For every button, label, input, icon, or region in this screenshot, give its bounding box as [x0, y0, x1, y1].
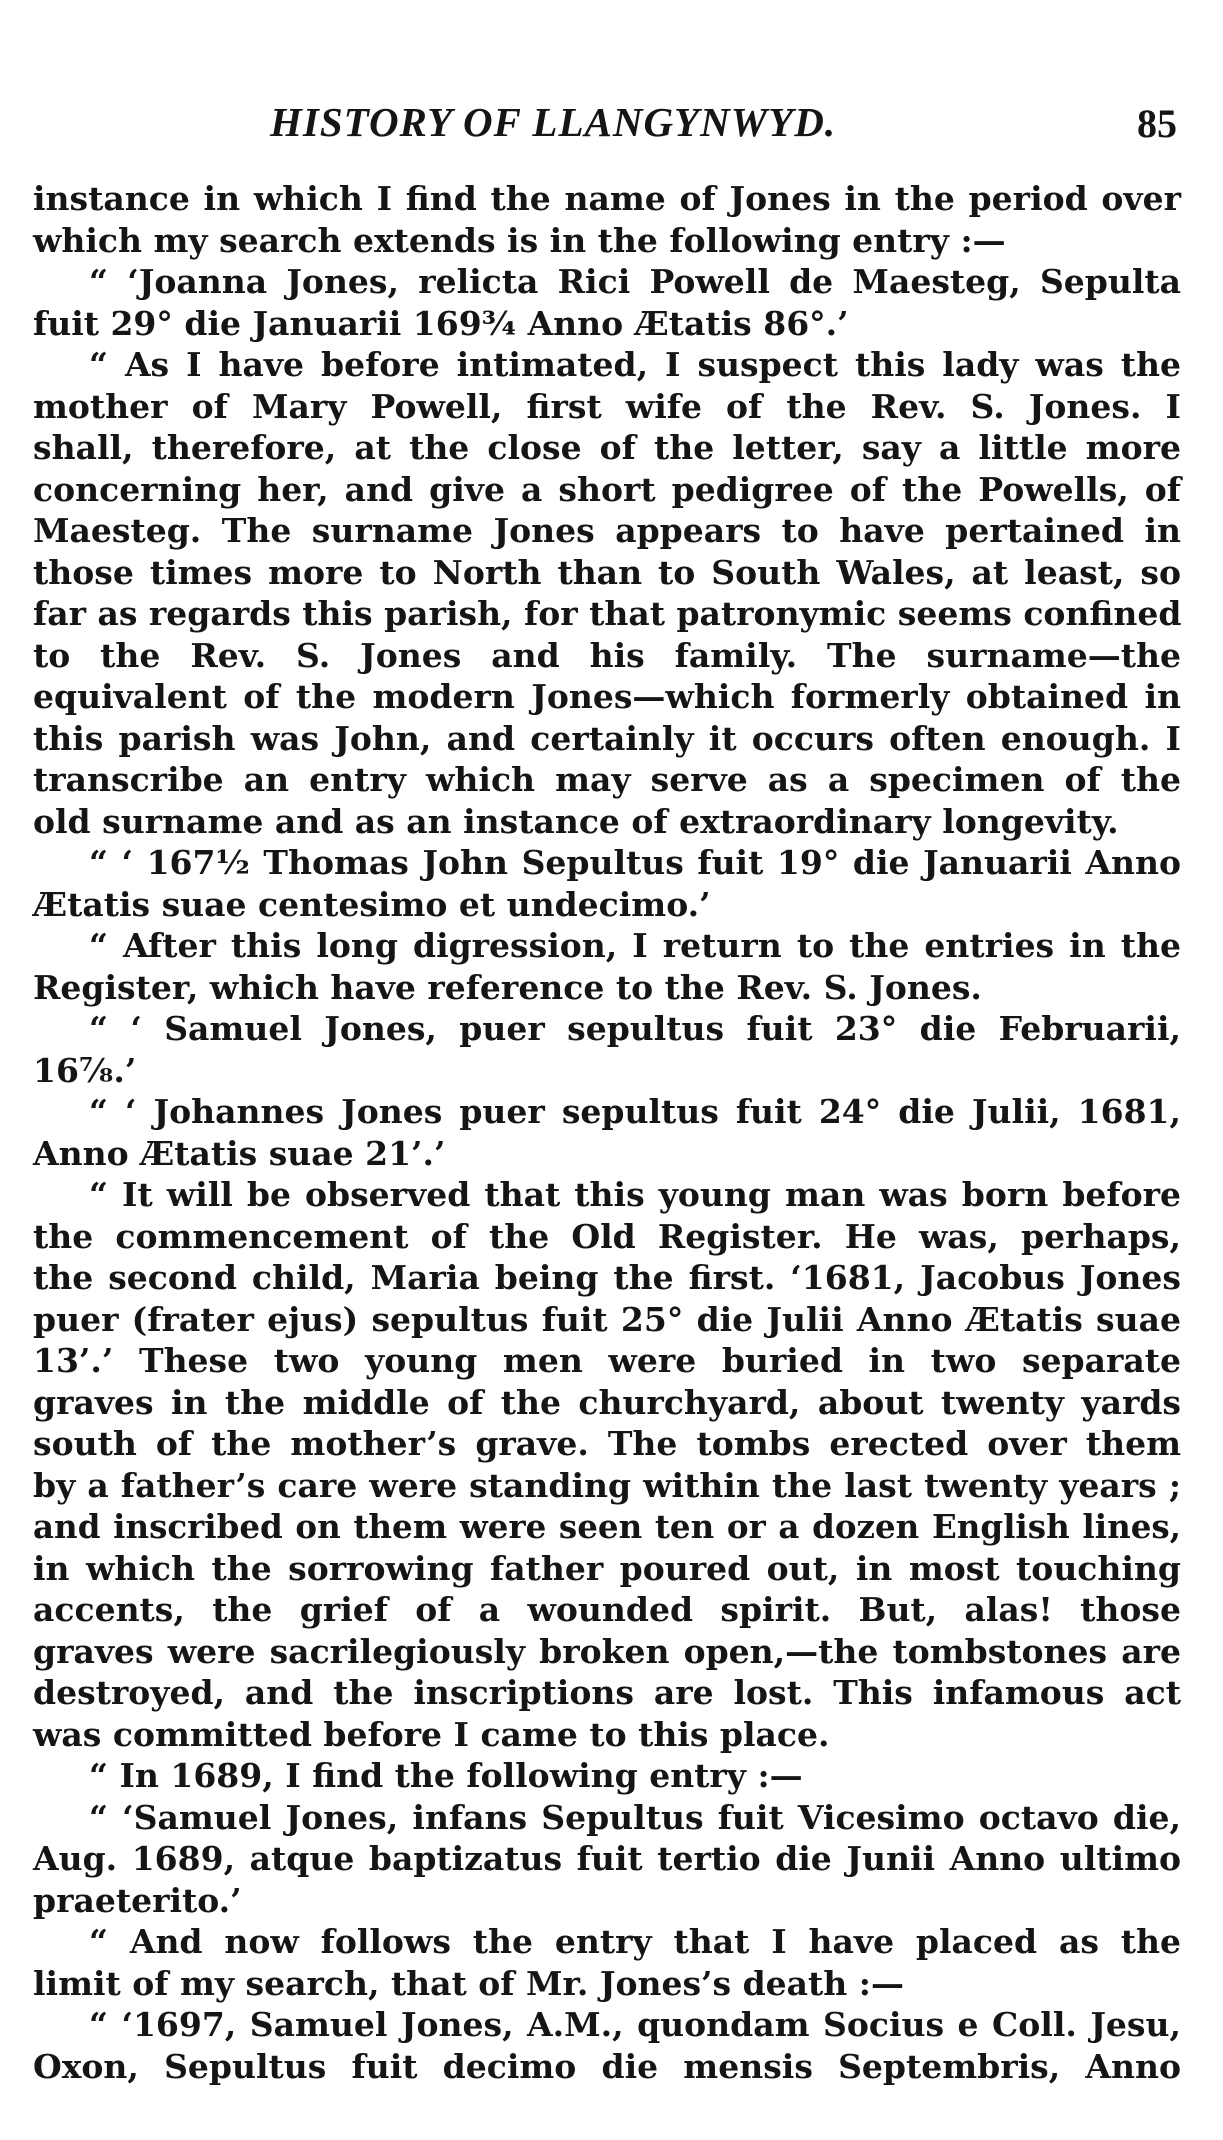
page-number: 85	[1137, 101, 1177, 146]
text-line: mother of Mary Powell, first wife of the Rev. S. Jones. I	[33, 386, 1181, 426]
text-line: instance in which I find the name of Jones in the period over	[33, 179, 1181, 218]
text-line: “ In 1689, I find the following entry :—	[89, 1756, 803, 1795]
text-line: praeterito.’	[33, 1880, 242, 1920]
text-line: Anno Ætatis suae 21’.’	[33, 1133, 446, 1173]
text-line: “ ‘1697, Samuel Jones, A.M., quondam Socius e Coll. Jesu,	[89, 2005, 1181, 2044]
text-line: the second child, Maria being the first. ‘1681, Jacobus Jones	[33, 1258, 1181, 1297]
text-line: shall, therefore, at the close of the letter, say a little more	[33, 428, 1181, 467]
text-line: Register, which have reference to the Rev. S. Jones.	[33, 967, 982, 1007]
text-line: in which the sorrowing father poured out, in most touching	[33, 1548, 1181, 1588]
text-line: puer (frater ejus) sepultus fuit 25° die Julii Anno Ætatis suae	[33, 1299, 1181, 1339]
text-line: and inscribed on them were seen ten or a dozen English lines,	[33, 1507, 1181, 1546]
text-line: 13’.’ These two young men were buried in two separate	[33, 1341, 1181, 1380]
text-line: 16⁷⁄₈.’	[33, 1050, 137, 1090]
text-line: concerning her, and give a short pedigree of the Powells, of	[33, 469, 1181, 509]
running-head-title: HISTORY OF LLANGYNWYD.	[270, 99, 837, 145]
text-line: the commencement of the Old Register. He was, perhaps,	[33, 1216, 1181, 1256]
text-line: those times more to North than to South Wales, at least, so	[33, 552, 1181, 592]
text-line: “ And now follows the entry that I have placed as the	[89, 1922, 1181, 1961]
text-line: “ ‘ Samuel Jones, puer sepultus fuit 23° die Februarii,	[89, 1009, 1181, 1048]
body-text	[33, 178, 1181, 2087]
text-line: Ætatis suae centesimo et undecimo.’	[33, 884, 711, 924]
text-line: graves were sacrilegiously broken open,—the tombstones are	[33, 1631, 1181, 1671]
text-line: which my search extends is in the following entry :—	[33, 220, 1006, 260]
text-line: Oxon, Sepultus fuit decimo die mensis Septembris, Anno	[33, 2046, 1181, 2086]
text-line: Maesteg. The surname Jones appears to have pertained in	[33, 511, 1181, 550]
text-line: limit of my search, that of Mr. Jones’s death :—	[33, 1963, 904, 2003]
text-line: “ After this long digression, I return to the entries in the	[89, 926, 1181, 965]
text-line: by a father’s care were standing within the last twenty years ;	[33, 1465, 1181, 1505]
text-line: “ ‘ 167½ Thomas John Sepultus fuit 19° die Januarii Anno	[89, 843, 1181, 882]
text-line: accents, the grief of a wounded spirit. But, alas! those	[33, 1590, 1181, 1629]
text-line: “ ‘ Johannes Jones puer sepultus fuit 24° die Julii, 1681,	[89, 1092, 1181, 1131]
text-line: Aug. 1689, atque baptizatus fuit tertio die Junii Anno ultimo	[33, 1839, 1181, 1878]
text-line: old surname and as an instance of extraordinary longevity.	[33, 801, 1119, 841]
text-line: to the Rev. S. Jones and his family. The surname—the	[33, 635, 1181, 675]
text-line: south of the mother’s grave. The tombs erected over them	[33, 1424, 1181, 1463]
text-line: “ ‘Samuel Jones, infans Sepultus fuit Vicesimo octavo die,	[89, 1797, 1181, 1837]
text-line: transcribe an entry which may serve as a specimen of the	[33, 760, 1181, 799]
text-line: equivalent of the modern Jones—which formerly obtained in	[33, 677, 1181, 716]
text-line: fuit 29° die Januarii 169¾ Anno Ætatis 86°.’	[33, 303, 849, 343]
text-line: destroyed, and the inscriptions are lost. This infamous act	[33, 1673, 1181, 1712]
text-line: graves in the middle of the churchyard, about twenty yards	[33, 1382, 1181, 1422]
text-line: was committed before I came to this place.	[33, 1714, 830, 1754]
text-line: “ It will be observed that this young man was born before	[89, 1175, 1181, 1214]
text-line: this parish was John, and certainly it occurs often enough. I	[33, 718, 1181, 758]
text-line: “ As I have before intimated, I suspect this lady was the	[89, 345, 1181, 384]
text-line: “ ‘Joanna Jones, relicta Rici Powell de Maesteg, Sepulta	[89, 262, 1181, 301]
text-line: far as regards this parish, for that patronymic seems confined	[33, 594, 1182, 633]
